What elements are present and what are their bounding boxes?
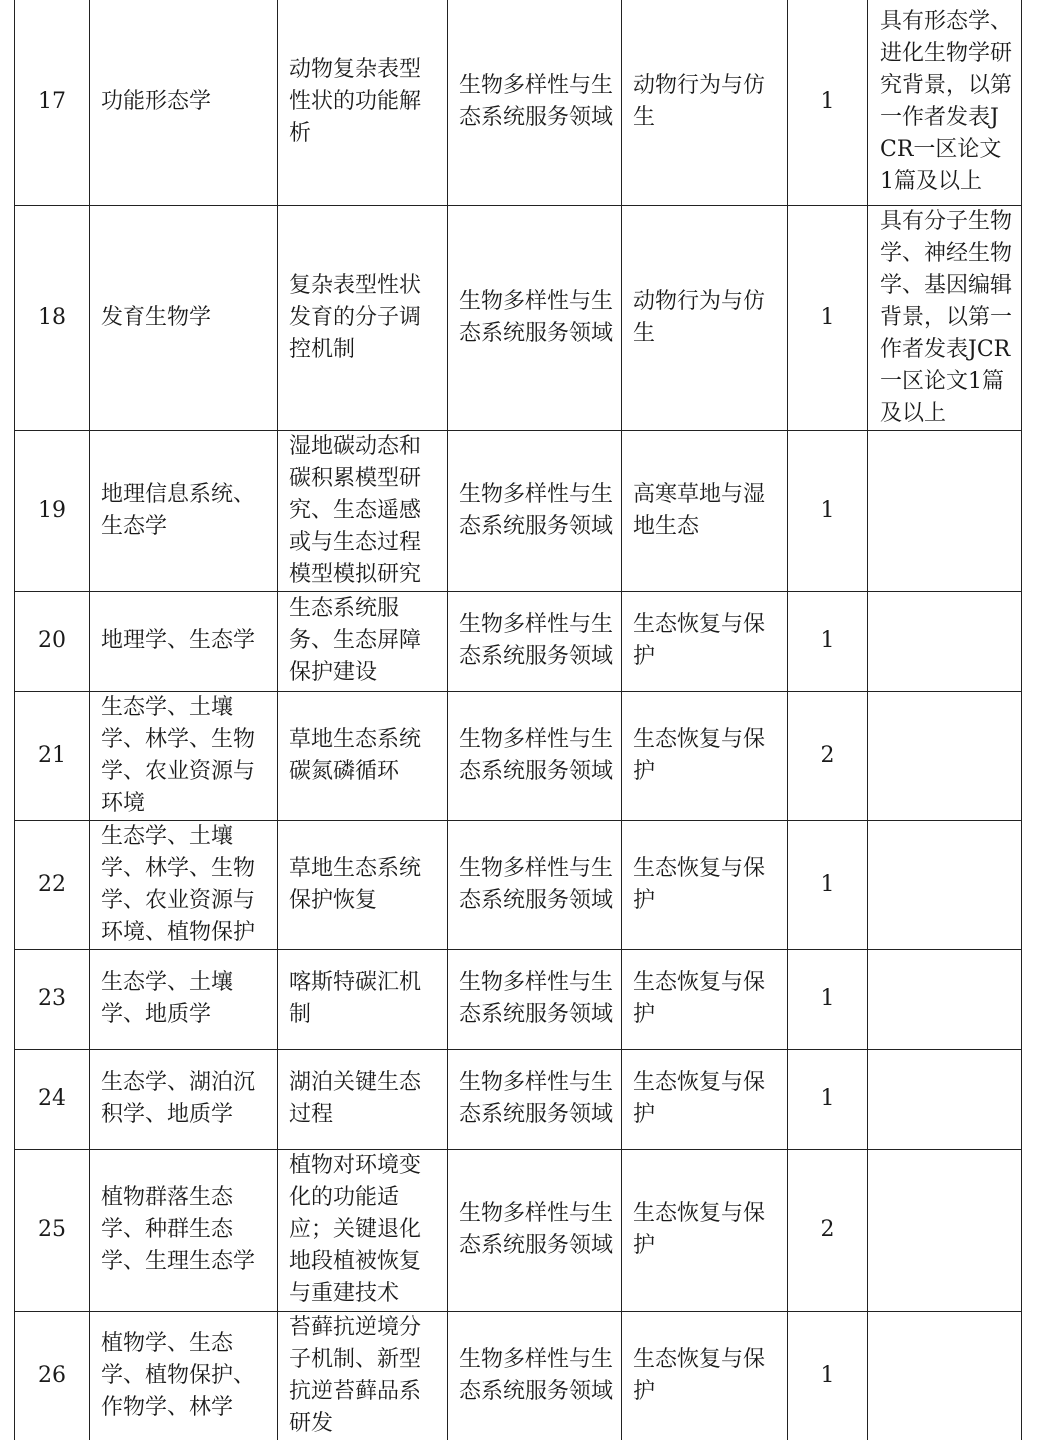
research-team: 动物行为与仿生 xyxy=(633,73,766,131)
position-count-cell xyxy=(788,949,868,1049)
position-count-cell xyxy=(788,1311,868,1440)
research-team: 生态恢复与保护 xyxy=(633,1201,766,1258)
research-field: 生物多样性与生态系统服务领域 xyxy=(459,970,614,1027)
research-direction: 复杂表型性状发育的分子调控机制 xyxy=(289,272,422,362)
research-direction-cell xyxy=(278,591,448,691)
research-field-cell xyxy=(448,820,622,949)
position-count-cell xyxy=(788,0,868,205)
position-count: 1 xyxy=(820,304,835,330)
discipline: 生态学、土壤学、林学、生物学、农业资源与环境、植物保护 xyxy=(101,823,256,945)
discipline: 植物群落生态学、种群生态学、生理生态学 xyxy=(101,1185,256,1274)
research-direction: 草地生态系统碳氮磷循环 xyxy=(289,726,422,784)
row-number-cell xyxy=(15,591,90,691)
position-count: 1 xyxy=(820,497,835,523)
discipline: 功能形态学 xyxy=(101,89,212,115)
research-direction-cell xyxy=(278,691,448,820)
requirements-cell xyxy=(868,205,1022,430)
discipline: 发育生物学 xyxy=(101,304,212,330)
requirements-cell xyxy=(868,1311,1022,1440)
row-number-cell xyxy=(15,1311,90,1440)
position-count-cell xyxy=(788,430,868,591)
research-team-cell xyxy=(622,820,788,949)
research-field: 生物多样性与生态系统服务领域 xyxy=(459,726,614,784)
requirements-cell xyxy=(868,591,1022,691)
row-number-cell xyxy=(15,205,90,430)
research-direction: 喀斯特碳汇机制 xyxy=(289,970,422,1027)
row-number-cell xyxy=(15,430,90,591)
requirements-cell xyxy=(868,820,1022,949)
row-number: 26 xyxy=(38,1362,66,1388)
research-field-cell xyxy=(448,205,622,430)
research-field: 生物多样性与生态系统服务领域 xyxy=(459,73,614,131)
requirements: 具有分子生物学、神经生物学、基因编辑背景，以第一作者发表JCR一区论文1篇及以上 xyxy=(880,208,1013,426)
row-number: 20 xyxy=(38,628,66,653)
research-team: 生态恢复与保护 xyxy=(633,1346,766,1404)
discipline-cell xyxy=(90,591,278,691)
research-team-cell xyxy=(622,0,788,205)
position-count: 1 xyxy=(820,986,835,1011)
requirements-cell xyxy=(868,430,1022,591)
research-direction: 湖泊关键生态过程 xyxy=(289,1070,422,1127)
research-direction-cell xyxy=(278,1049,448,1149)
requirements-cell xyxy=(868,1149,1022,1311)
research-field: 生物多样性与生态系统服务领域 xyxy=(459,1070,614,1127)
position-count-cell xyxy=(788,1149,868,1311)
research-direction-cell xyxy=(278,430,448,591)
research-field-cell xyxy=(448,1049,622,1149)
positions-table xyxy=(14,0,1022,1440)
table-row xyxy=(15,820,1022,949)
research-team-cell xyxy=(622,591,788,691)
research-field-cell xyxy=(448,430,622,591)
position-count: 1 xyxy=(820,1086,835,1111)
research-team-cell xyxy=(622,1311,788,1440)
research-team-cell xyxy=(622,691,788,820)
position-count-cell xyxy=(788,820,868,949)
discipline-cell xyxy=(90,1311,278,1440)
research-team: 生态恢复与保护 xyxy=(633,612,766,669)
table-row xyxy=(15,205,1022,430)
research-team: 生态恢复与保护 xyxy=(633,855,766,913)
research-team-cell xyxy=(622,949,788,1049)
table-row xyxy=(15,1149,1022,1311)
research-team-cell xyxy=(622,430,788,591)
research-direction-cell xyxy=(278,949,448,1049)
requirements-cell xyxy=(868,0,1022,205)
requirements-cell xyxy=(868,691,1022,820)
discipline: 地理学、生态学 xyxy=(101,628,256,653)
table-row xyxy=(15,430,1022,591)
research-direction: 动物复杂表型性状的功能解析 xyxy=(289,57,422,147)
research-direction-cell xyxy=(278,820,448,949)
table-row xyxy=(15,1049,1022,1149)
research-team-cell xyxy=(622,1049,788,1149)
position-count: 1 xyxy=(820,89,835,115)
table-row xyxy=(15,591,1022,691)
requirements: 具有形态学、进化生物学研究背景，以第一作者发表JCR一区论文1篇及以上 xyxy=(880,9,1013,195)
discipline: 植物学、生态学、植物保护、作物学、林学 xyxy=(101,1330,256,1420)
position-count-cell xyxy=(788,591,868,691)
discipline-cell xyxy=(90,1149,278,1311)
table-row xyxy=(15,0,1022,205)
row-number: 18 xyxy=(38,304,66,330)
research-team-cell xyxy=(622,205,788,430)
position-count-cell xyxy=(788,205,868,430)
discipline-cell xyxy=(90,430,278,591)
research-direction-cell xyxy=(278,0,448,205)
requirements-cell xyxy=(868,1049,1022,1149)
discipline-cell xyxy=(90,205,278,430)
discipline-cell xyxy=(90,0,278,205)
row-number: 25 xyxy=(38,1217,66,1242)
position-count: 1 xyxy=(820,628,835,653)
row-number-cell xyxy=(15,1049,90,1149)
research-direction-cell xyxy=(278,1149,448,1311)
position-count: 2 xyxy=(820,1217,835,1242)
discipline: 生态学、土壤学、林学、生物学、农业资源与环境 xyxy=(101,694,256,816)
row-number: 21 xyxy=(38,742,66,768)
discipline: 生态学、湖泊沉积学、地质学 xyxy=(101,1070,256,1127)
research-field-cell xyxy=(448,691,622,820)
discipline-cell xyxy=(90,820,278,949)
research-direction: 湿地碳动态和碳积累模型研究、生态遥感或与生态过程模型模拟研究 xyxy=(289,433,422,587)
row-number-cell xyxy=(15,820,90,949)
research-field-cell xyxy=(448,591,622,691)
discipline-cell xyxy=(90,949,278,1049)
research-direction: 生态系统服务、生态屏障保护建设 xyxy=(289,596,422,685)
research-direction: 苔藓抗逆境分子机制、新型抗逆苔藓品系研发 xyxy=(289,1314,422,1436)
research-direction-cell xyxy=(278,1311,448,1440)
research-team: 高寒草地与湿地生态 xyxy=(633,481,766,539)
research-field-cell xyxy=(448,1311,622,1440)
research-field: 生物多样性与生态系统服务领域 xyxy=(459,481,614,539)
row-number-cell xyxy=(15,691,90,820)
research-team: 动物行为与仿生 xyxy=(633,288,766,346)
position-count-cell xyxy=(788,691,868,820)
research-field: 生物多样性与生态系统服务领域 xyxy=(459,1346,614,1404)
research-field: 生物多样性与生态系统服务领域 xyxy=(459,288,614,346)
row-number-cell xyxy=(15,1149,90,1311)
research-direction-cell xyxy=(278,205,448,430)
research-team: 生态恢复与保护 xyxy=(633,726,766,784)
discipline-cell xyxy=(90,691,278,820)
row-number: 23 xyxy=(38,986,66,1011)
research-team-cell xyxy=(622,1149,788,1311)
row-number: 22 xyxy=(38,871,66,897)
table-row xyxy=(15,691,1022,820)
position-count: 1 xyxy=(820,1362,835,1388)
position-count: 2 xyxy=(820,742,835,768)
row-number-cell xyxy=(15,949,90,1049)
research-team: 生态恢复与保护 xyxy=(633,1070,766,1127)
table-row xyxy=(15,1311,1022,1440)
table-row xyxy=(15,949,1022,1049)
row-number: 19 xyxy=(38,497,66,523)
discipline-cell xyxy=(90,1049,278,1149)
position-count: 1 xyxy=(820,871,835,897)
research-field-cell xyxy=(448,949,622,1049)
research-field: 生物多样性与生态系统服务领域 xyxy=(459,855,614,913)
row-number: 17 xyxy=(38,89,66,115)
requirements-cell xyxy=(868,949,1022,1049)
row-number-cell xyxy=(15,0,90,205)
research-direction: 草地生态系统保护恢复 xyxy=(289,855,422,913)
research-field-cell xyxy=(448,0,622,205)
discipline: 生态学、土壤学、地质学 xyxy=(101,970,234,1027)
position-count-cell xyxy=(788,1049,868,1149)
research-field-cell xyxy=(448,1149,622,1311)
row-number: 24 xyxy=(38,1086,66,1111)
research-direction: 植物对环境变化的功能适应；关键退化地段植被恢复与重建技术 xyxy=(289,1153,422,1306)
research-team: 生态恢复与保护 xyxy=(633,970,766,1027)
discipline: 地理信息系统、生态学 xyxy=(101,481,256,539)
research-field: 生物多样性与生态系统服务领域 xyxy=(459,1201,614,1258)
research-field: 生物多样性与生态系统服务领域 xyxy=(459,612,614,669)
